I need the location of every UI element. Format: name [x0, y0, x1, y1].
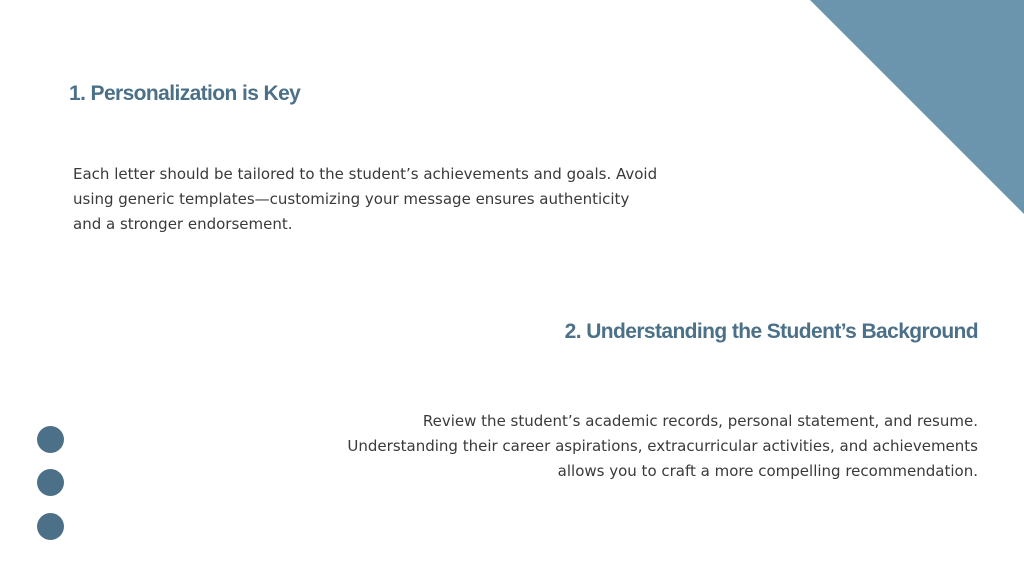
- section-1-body: [73, 162, 657, 237]
- section-2-heading: 2. Understanding the Student’s Background: [564, 320, 978, 343]
- corner-triangle-shape: [810, 0, 1024, 214]
- section-1-heading: 1. Personalization is Key: [69, 82, 301, 105]
- section-2-body-line: allows you to craft a more compelling recommendation.: [557, 462, 978, 480]
- section-1-body-line: and a stronger endorsement.: [73, 215, 293, 233]
- section-2-body-line: Understanding their career aspirations, extracurricular activities, and achievements: [347, 437, 978, 455]
- decorative-dot-3: [37, 513, 64, 540]
- section-2-body: [347, 409, 978, 484]
- decorative-dot-2: [37, 469, 64, 496]
- decorative-dot-1: [37, 426, 64, 453]
- section-1-body-line: Each letter should be tailored to the student’s achievements and goals. Avoid: [73, 165, 658, 183]
- section-2-body-line: Review the student’s academic records, personal statement, and resume.: [422, 412, 978, 430]
- section-1-body-line: using generic templates—customizing your message ensures authenticity: [73, 190, 630, 208]
